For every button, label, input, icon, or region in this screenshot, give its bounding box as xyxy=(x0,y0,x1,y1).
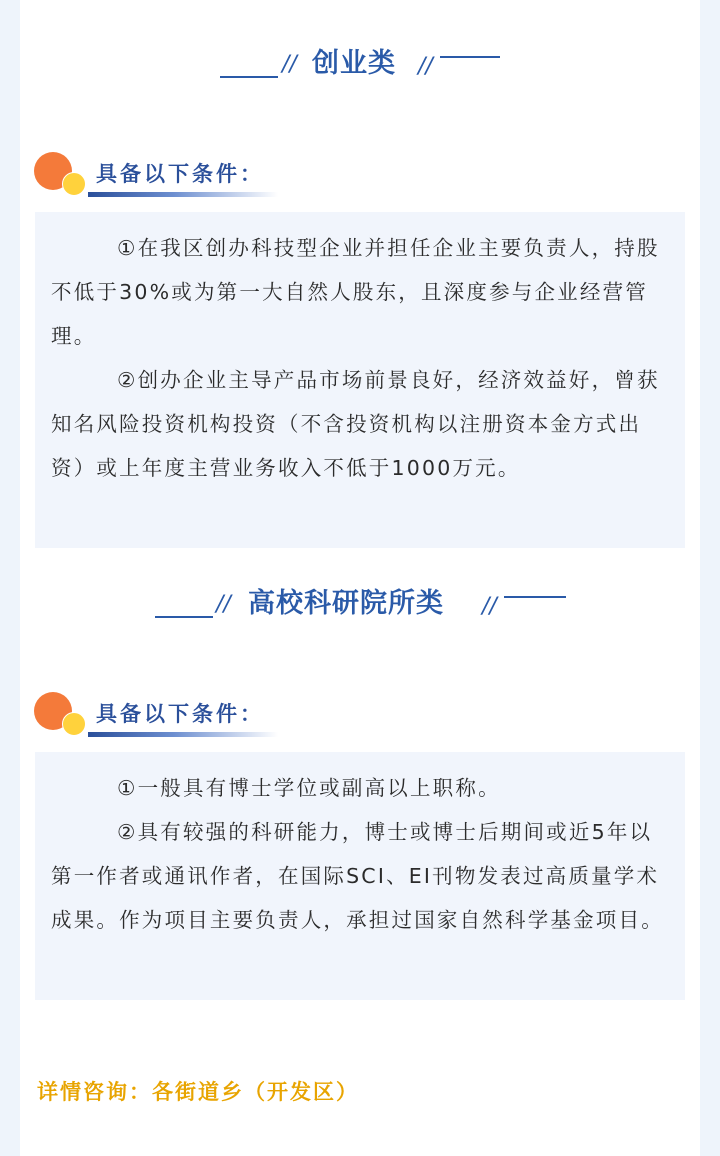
condition-underline xyxy=(88,192,278,197)
yellow-circle-icon xyxy=(62,712,86,736)
requirement-paragraph: ②创办企业主导产品市场前景良好，经济效益好，曾获知名风险投资机构投资（不含投资机构以注册资本金方式出资）或上年度主营业务收入不低于1000万元。 xyxy=(51,368,660,480)
section-title-startup xyxy=(20,48,700,88)
section-title-text: 高校科研院所类 xyxy=(248,588,444,619)
yellow-circle-icon xyxy=(62,172,86,196)
title-line-left xyxy=(220,76,278,78)
title-slash-left: // xyxy=(216,592,231,617)
condition-underline xyxy=(88,732,278,737)
title-line-left xyxy=(155,616,213,618)
page xyxy=(20,0,700,1156)
title-slash-right: // xyxy=(418,54,433,79)
condition-header xyxy=(34,692,294,742)
title-slash-left: // xyxy=(282,52,297,77)
requirements-card xyxy=(35,752,685,1000)
title-line-right xyxy=(440,56,500,58)
requirement-paragraph: ①在我区创办科技型企业并担任企业主要负责人，持股不低于30%或为第一大自然人股东，且深度参与企业经营管理。 xyxy=(51,236,660,348)
title-slash-right: // xyxy=(482,594,497,619)
condition-label: 具备以下条件： xyxy=(96,702,264,726)
title-line-right xyxy=(504,596,566,598)
section-title-university xyxy=(20,588,700,628)
condition-label: 具备以下条件： xyxy=(96,162,264,186)
contact-info: 详情咨询：各街道乡（开发区） xyxy=(37,1080,359,1104)
condition-header xyxy=(34,152,294,202)
section-title-text: 创业类 xyxy=(312,48,396,79)
requirement-paragraph: ②具有较强的科研能力，博士或博士后期间或近5年以第一作者或通讯作者，在国际SCI、EI刊物发表过高质量学术成果。作为项目主要负责人，承担过国家自然科学基金项目。 xyxy=(51,820,664,932)
requirement-paragraph: ①一般具有博士学位或副高以上职称。 xyxy=(117,776,501,800)
requirements-card xyxy=(35,212,685,548)
